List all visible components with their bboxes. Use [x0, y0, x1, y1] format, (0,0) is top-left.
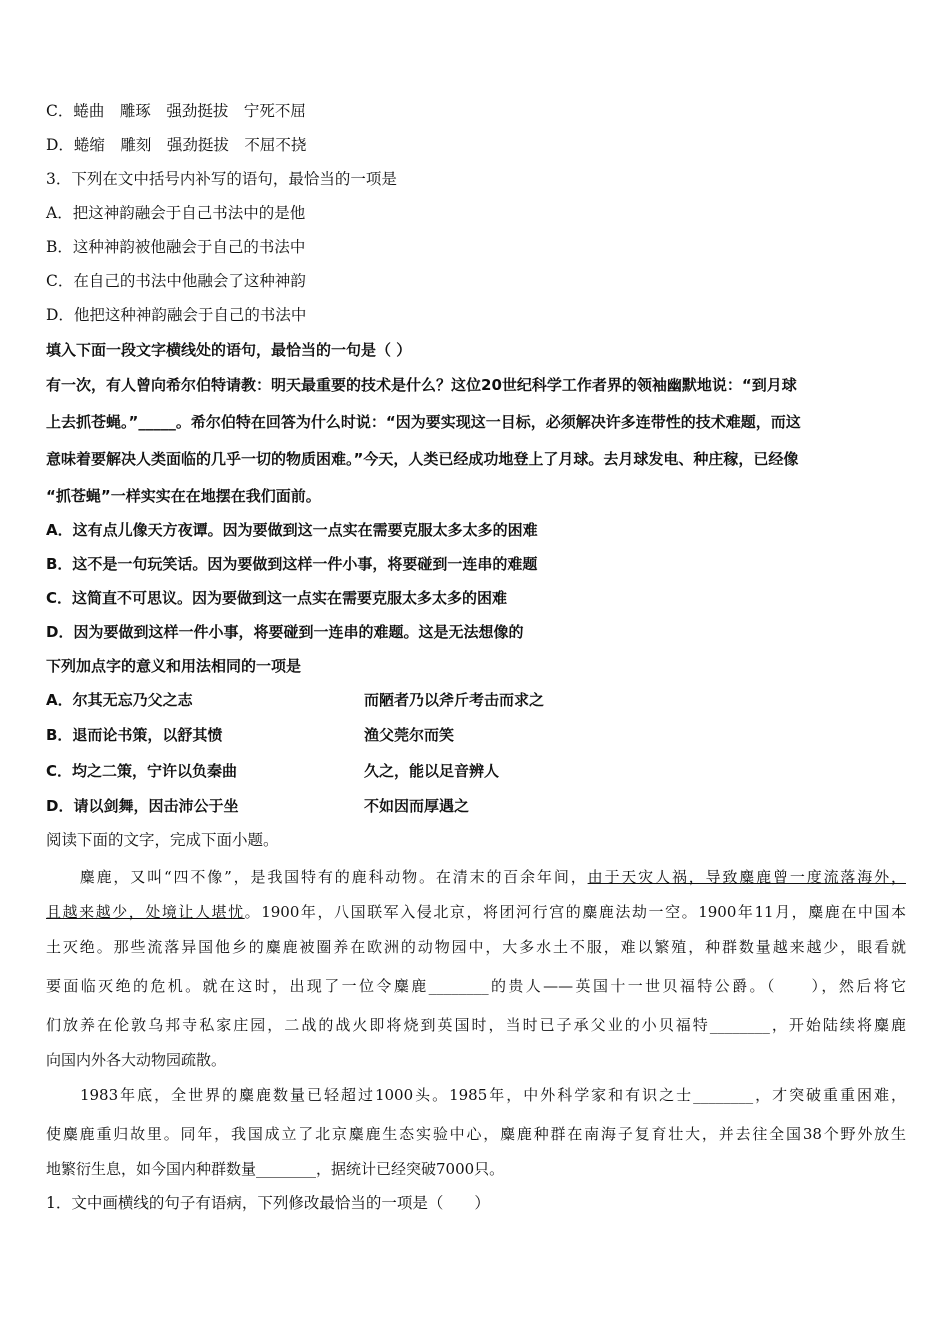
question-1-stem: 1．文中画横线的句子有语病，下列修改最恰当的一项是（ ）: [46, 1194, 490, 1212]
particle-right: 而陋者乃以斧斤考击而求之: [364, 691, 545, 709]
particle-row: [46, 795, 470, 817]
option-d-prev: D．蜷缩 雕刻 强劲挺拔 不屈不挠: [46, 136, 307, 154]
passage-line: 要面临灭绝的危机。就在这时，出现了一位令麋鹿________的贵人——英国十一世贝福特公爵。（ ），然后将它: [46, 977, 906, 995]
passage-line: [46, 860, 906, 895]
fill-passage-line: 有一次，有人曾向希尔伯特请教：明天最重要的技术是什么？这位20世纪科学工作者界的领袖幽默地说：“到月球: [46, 376, 797, 394]
option-c-prev: C．蜷曲 雕琢 强劲挺拔 宁死不屈: [46, 102, 306, 120]
particle-row: [46, 689, 545, 711]
particle-left: B．退而论书策，以舒其愤: [46, 726, 223, 744]
fill-question-stem: 填入下面一段文字横线处的语句，最恰当的一句是（ ）: [46, 341, 412, 359]
question-3-option-b: B．这种神韵被他融会于自己的书法中: [46, 238, 306, 256]
passage-text: 。1900年，八国联军入侵北京，将团河行宫的麋鹿法劫一空。1900年11月，麋鹿在中国本: [244, 903, 906, 921]
particle-right: 久之，能以足音辨人: [364, 762, 500, 780]
fill-passage-line: “抓苍蝇”一样实实在在地摆在我们面前。: [46, 487, 321, 505]
question-3-stem: 3．下列在文中括号内补写的语句，最恰当的一项是: [46, 170, 397, 188]
passage-line: 1983年底，全世界的麋鹿数量已轻超过1000头。1985年，中外科学家和有识之士________，才突破重重困难，: [46, 1086, 906, 1104]
particle-left: D．请以剑舞，因击沛公于坐: [46, 797, 239, 815]
passage-line: 向国内外各大动物园疏散。: [46, 1051, 227, 1069]
fill-option-d: D．因为要做到这样一件小事，将要碰到一连串的难题。这是无法想像的: [46, 623, 524, 641]
particle-right: 不如因而厚遇之: [364, 797, 470, 815]
passage-line: 们放养在伦敦乌邦寺私家庄园，二战的战火即将烧到英国时，当时已子承父业的小贝福特________，开始陆续将麋鹿: [46, 1016, 906, 1034]
particle-left: C．均之二策，宁许以负秦曲: [46, 762, 238, 780]
question-3-option-a: A．把这神韵融会于自己书法中的是他: [46, 204, 306, 222]
fill-option-b: B．这不是一句玩笑话。因为要做到这样一件小事，将要碰到一连串的难题: [46, 555, 538, 573]
particle-question-stem: 下列加点字的意义和用法相同的一项是: [46, 657, 302, 675]
particle-left: A．尔其无忘乃父之志: [46, 691, 193, 709]
particle-row: [46, 760, 500, 782]
passage-line: 使麋鹿重归故里。同年，我国成立了北京麋鹿生态实验中心，麋鹿种群在南海子复育壮大，并去往全国38个野外放生: [46, 1125, 906, 1143]
reading-intro: 阅读下面的文字，完成下面小题。: [46, 831, 279, 849]
passage-line: 土灭绝。那些流落异国他乡的麋鹿被圈养在欧洲的动物园中，大多水土不服，难以繁殖，种群数量越来越少，眼看就: [46, 938, 906, 956]
fill-option-a: A．这有点儿像天方夜谭。因为要做到这一点实在需要克服太多太多的困难: [46, 521, 538, 539]
fill-option-c: C．这简直不可思议。因为要做到这一点实在需要克服太多太多的困难: [46, 589, 508, 607]
passage-text: 麋鹿，又叫“四不像”，是我国特有的鹿科动物。在清末的百余年间，: [46, 868, 588, 886]
underlined-sentence: 由于天灾人祸，导致麋鹿曾一度流落海外，: [587, 868, 906, 886]
particle-row: [46, 724, 455, 746]
question-3-option-d: D．他把这种神韵融会于自己的书法中: [46, 306, 307, 324]
underlined-sentence: 且越来越少，处境让人堪忧: [46, 903, 245, 921]
fill-passage-line: 意味着要解决人类面临的几乎一切的物质困难。”今天，人类已经成功地登上了月球。去月球发电、种庄稼，已经像: [46, 450, 799, 468]
passage-line: 地繁衍生息，如今国内种群数量________，据统计已经突破7000只。: [46, 1160, 505, 1178]
question-3-option-c: C．在自己的书法中他融会了这种神韵: [46, 272, 306, 290]
particle-right: 渔父莞尔而笑: [364, 726, 455, 744]
fill-passage-line: 上去抓苍蝇。”_____。希尔伯特在回答为什么时说：“因为要实现这一目标，必须解决许多连带性的技术难题，而这: [46, 413, 801, 431]
passage-line: [46, 895, 906, 930]
